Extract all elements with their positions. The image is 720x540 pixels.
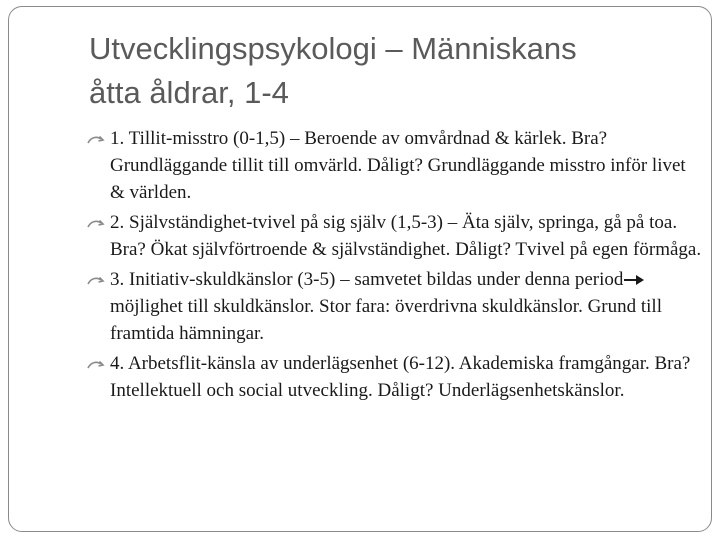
slide-title <box>89 27 689 115</box>
curved-arrow-bullet-icon <box>87 135 105 145</box>
slide <box>8 6 712 532</box>
bullet-text-1: 1. Tillit-misstro (0-1,5) – Beroende av omvårdnad & kärlek. Bra? Grundläggande tillit till omvärld. Dåligt? Grundläggande misstro inför livet & världen. <box>110 128 686 203</box>
slide-title-line-1: Utvecklingspsykologi – Människans <box>89 31 577 66</box>
bullet-item-2 <box>85 209 705 263</box>
bullet-item-1 <box>85 125 705 206</box>
curved-arrow-bullet-icon <box>87 360 105 370</box>
bullet-text-2: 2. Självständighet-tvivel på sig själv (1,5-3) – Äta själv, springa, gå på toa. Bra? Ökat självförtroende & självständighet. Dåligt? Tvivel på egen förmåga. <box>110 212 702 260</box>
bullet-item-4 <box>85 350 705 404</box>
bullet-list <box>85 125 705 407</box>
curved-arrow-bullet-icon <box>87 276 105 286</box>
slide-title-line-2: åtta åldrar, 1-4 <box>89 75 289 110</box>
bullet-text-3a: 3. Initiativ-skuldkänslor (3-5) – samvetet bildas under denna period <box>110 269 624 290</box>
bullet-text-4: 4. Arbetsflit-känsla av underlägsenhet (6-12). Akademiska framgångar. Bra? Intellektuell och social utveckling. Dåligt? Underlägsenhetskänslor. <box>110 353 691 401</box>
curved-arrow-bullet-icon <box>87 219 105 229</box>
bullet-item-3 <box>85 266 705 347</box>
right-arrow-icon <box>623 274 645 286</box>
bullet-text-3b: möjlighet till skuldkänslor. Stor fara: överdrivna skuldkänslor. Grund till framtida hämningar. <box>110 296 662 344</box>
